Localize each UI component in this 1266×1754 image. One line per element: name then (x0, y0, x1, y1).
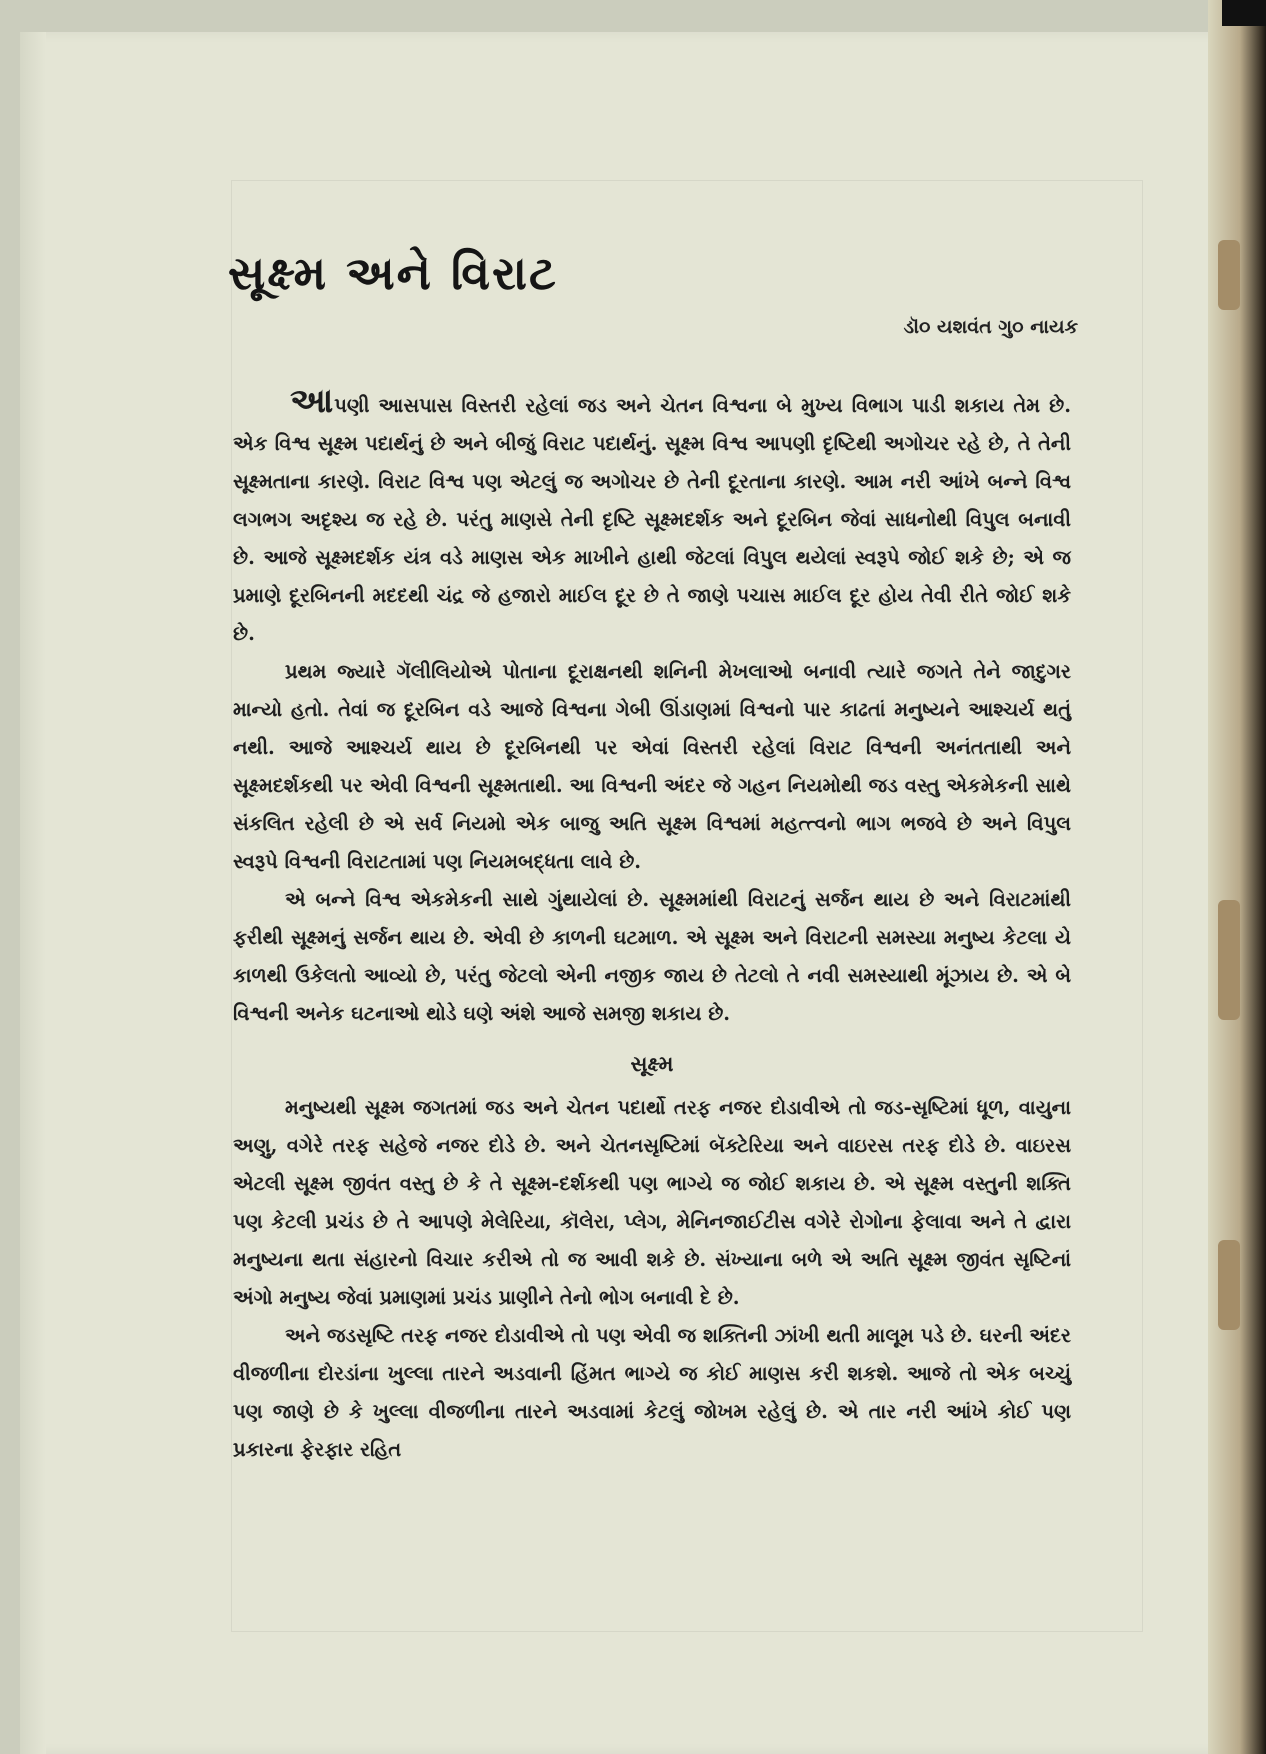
paragraph-1-text: પણી આસપાસ વિસ્તરી રહેલાં જડ અને ચેતન વિશ્વના બે મુખ્ય વિભાગ પાડી શકાય તેમ છે. એક વિશ્વ સૂક્ષ્મ પદાર્થનું છે અને બીજું વિરાટ પદાર્થનું. સૂક્ષ્મ વિશ્વ આપણી દૃષ્ટિથી અગોચર રહે છે, તે તેની સૂક્ષ્મતાના કારણે. વિરાટ વિશ્વ પણ એટલું જ અગોચર છે તેની દૂરતાના કારણે. આમ નરી આંખે બન્ને વિશ્વ લગભગ અદૃશ્ય જ રહે છે. પરંતુ માણસે તેની દૃષ્ટિ સૂક્ષ્મદર્શક અને દૂરબિન જેવાં સાધનોથી વિપુલ બનાવી છે. આજે સૂક્ષ્મદર્શક યંત્ર વડે માણસ એક માખીને હાથી જેટલાં વિપુલ થયેલાં સ્વરૂપે જોઈ શકે છે; એ જ પ્રમાણે દૂરબિનની મદદથી ચંદ્ર જે હજારો માઈલ દૂર છે તે જાણે પચાસ માઈલ દૂર હોય તેવી રીતે જોઈ શકે છે. (233, 394, 1071, 645)
drop-cap: આ (290, 381, 335, 421)
paragraph-4: મનુષ્યથી સૂક્ષ્મ જગતમાં જડ અને ચેતન પદાર્થો તરફ નજર દોડાવીએ તો જડ-સૃષ્ટિમાં ધૂળ, વાયુના અણુ, વગેરે તરફ સહેજે નજર દોડે છે. અને ચેતનસૃષ્ટિમાં બૅક્ટેરિયા અને વાઇરસ તરફ દોડે છે. વાઇરસ એટલી સૂક્ષ્મ જીવંત વસ્તુ છે કે તે સૂક્ષ્મ-દર્શકથી પણ ભાગ્યે જ જોઈ શકાય છે. એ સૂક્ષ્મ વસ્તુની શક્તિ પણ કેટલી પ્રચંડ છે તે આપણે મેલેરિયા, કૉલેરા, પ્લેગ, મેનિનજાઈટીસ વગેરે રોગોના ફેલાવા અને તે દ્વારા મનુષ્યના થતા સંહારનો વિચાર કરીએ તો જ આવી શકે છે. સંખ્યાના બળે એ અતિ સૂક્ષ્મ જીવંત સૃષ્ટિનાં અંગો મનુષ્ય જેવાં પ્રમાણમાં પ્રચંડ પ્રાણીને તેનો ભોગ બનાવી દે છે. (233, 1096, 1071, 1309)
page-spine-shadow (20, 32, 46, 1754)
paragraph-1 (233, 382, 1071, 653)
paragraph-5: અને જડસૃષ્ટિ તરફ નજર દોડાવીએ તો પણ એવી જ શક્તિની ઝાંખી થતી માલૂમ પડે છે. ઘરની અંદર વીજળીના દોરડાંના ખુલ્લા તારને અડવાની હિંમત ભાગ્યે જ કોઈ માણસ કરી શકશે. આજે તો એક બચ્ચું પણ જાણે છે કે ખુલ્લા વીજળીના તારને અડવામાં કેટલું જોખમ રહેલું છે. એ તાર નરી આંખે કોઈ પણ પ્રકારના ફેરફાર રહિત (233, 1324, 1071, 1461)
dark-corner-scan-artifact (1222, 0, 1266, 26)
article-author: ડૉ૦ યશવંત ગુ૦ નાયક (903, 316, 1078, 338)
torn-page-damage (1218, 1240, 1240, 1330)
torn-page-damage (1218, 240, 1240, 310)
paragraph-3: એ બન્ને વિશ્વ એકમેકની સાથે ગુંથાયેલાં છે. સૂક્ષ્મમાંથી વિરાટનું સર્જન થાય છે અને વિરાટમાંથી ફરીથી સૂક્ષ્મનું સર્જન થાય છે. એવી છે કાળની ઘટમાળ. એ સૂક્ષ્મ અને વિરાટની સમસ્યા મનુષ્ય કેટલા યે કાળથી ઉકેલતો આવ્યો છે, પરંતુ જેટલો એની નજીક જાય છે તેટલો તે નવી સમસ્યાથી મૂંઝાય છે. એ બે વિશ્વની અનેક ઘટનાઓ થોડે ઘણે અંશે આજે સમજી શકાય છે. (233, 888, 1071, 1025)
section-heading: સૂક્ષ્મ (630, 1051, 674, 1076)
paragraph-2: પ્રથમ જ્યારે ગૅલીલિયોએ પોતાના દૂરાક્ષનથી શનિની મેખલાઓ બનાવી ત્યારે જગતે તેને જાદુગર માન્યો હતો. તેવાં જ દૂરબિન વડે આજે વિશ્વના ગેબી ઊંડાણમાં વિશ્વનો પાર કાઢતાં મનુષ્યને આશ્ચર્ય થતું નથી. આજે આશ્ચર્ય થાય છે દૂરબિનથી પર એવાં વિસ્તરી રહેલાં વિરાટ વિશ્વની અનંતતાથી અને સૂક્ષ્મદર્શકથી પર એવી વિશ્વની સૂક્ષ્મતાથી. આ વિશ્વની અંદર જે ગહન નિયમોથી જડ વસ્તુ એકમેકની સાથે સંકલિત રહેલી છે એ સર્વ નિયમો એક બાજુ અતિ સૂક્ષ્મ વિશ્વમાં મહત્ત્વનો ભાગ ભજવે છે અને વિપુલ સ્વરૂપે વિશ્વની વિરાટતામાં પણ નિયમબદ્ધતા લાવે છે. (233, 660, 1071, 873)
article-body (233, 382, 1071, 1469)
article-title: સૂક્ષ્મ અને વિરાટ (228, 246, 558, 300)
torn-page-damage (1218, 900, 1240, 1020)
